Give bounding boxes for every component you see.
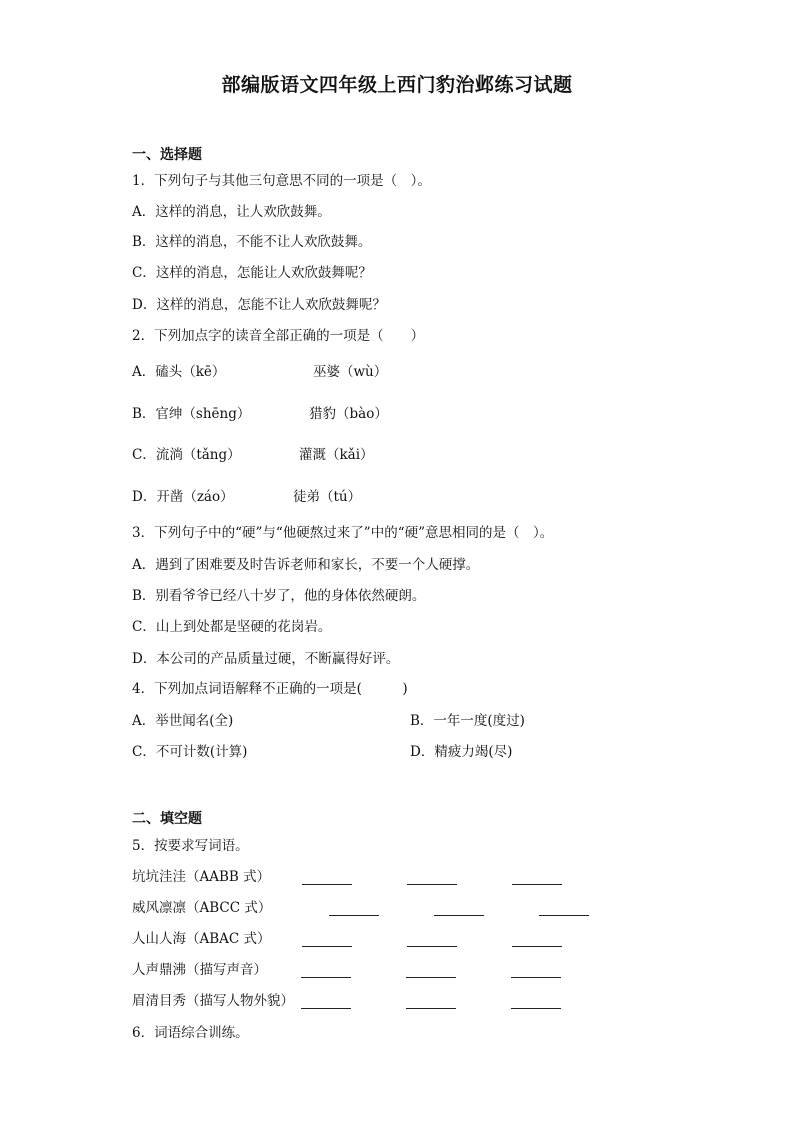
answer-blank[interactable] — [406, 977, 456, 978]
question-3-option-d: D．本公司的产品质量过硬，不断赢得好评。 — [132, 651, 400, 667]
answer-blank[interactable] — [301, 977, 351, 978]
question-2-option-d-right: 徒弟（tú） — [293, 489, 362, 505]
question-1-option-a: A．这样的消息，让人欢欣鼓舞。 — [132, 204, 331, 220]
question-3-option-c: C．山上到处都是坚硬的花岗岩。 — [132, 619, 332, 635]
fill-row-label: 威风凛凛（ABCC 式） — [132, 900, 272, 916]
question-6-stem: 6．词语综合训练。 — [132, 1025, 249, 1041]
question-2-option-a-left: A．磕头（kē） — [132, 364, 226, 380]
question-2-option-d-left: D．开凿（záo） — [132, 489, 234, 505]
question-2-stem: 2．下列加点字的读音全部正确的一项是（ ） — [132, 328, 425, 344]
page-title: 部编版语文四年级上西门豹治邺练习试题 — [221, 74, 573, 96]
question-1-stem: 1．下列句子与其他三句意思不同的一项是（ ）。 — [132, 173, 431, 189]
section-heading-choice: 一、选择题 — [132, 147, 202, 163]
question-2-option-b-left: B．官绅（shēng） — [132, 406, 251, 422]
answer-blank[interactable] — [407, 884, 457, 885]
question-3-stem: 3．下列句子中的“硬”与“他硬熬过来了”中的“硬”意思相同的是（ ）。 — [132, 525, 554, 541]
answer-blank[interactable] — [512, 884, 562, 885]
fill-row-label: 坑坑洼洼（AABB 式） — [132, 869, 271, 885]
question-4-option-c: C．不可计数(计算) — [132, 744, 248, 760]
answer-blank[interactable] — [511, 1008, 561, 1009]
question-4-option-a: A．举世闻名(全) — [132, 713, 234, 729]
section-heading-fill: 二、填空题 — [132, 811, 202, 827]
answer-blank[interactable] — [301, 1008, 351, 1009]
answer-blank[interactable] — [539, 915, 589, 916]
answer-blank[interactable] — [407, 946, 457, 947]
answer-blank[interactable] — [329, 915, 379, 916]
question-4-stem: 4．下列加点词语解释不正确的一项是( ) — [132, 681, 408, 697]
question-2-option-c-right: 灌溉（kǎi） — [299, 447, 374, 463]
fill-row-label: 人声鼎沸（描写声音） — [132, 962, 267, 978]
question-1-option-d: D．这样的消息，怎能不让人欢欣鼓舞呢？ — [132, 297, 386, 313]
answer-blank[interactable] — [406, 1008, 456, 1009]
question-2-option-b-right: 猎豹（bào） — [309, 406, 388, 422]
question-1-option-c: C．这样的消息，怎能让人欢欣鼓舞呢？ — [132, 265, 372, 281]
question-2-option-c-left: C．流淌（tǎng） — [132, 447, 241, 463]
question-3-option-b: B．别看爷爷已经八十岁了，他的身体依然硬朗。 — [132, 588, 426, 604]
answer-blank[interactable] — [511, 977, 561, 978]
fill-row-label: 人山人海（ABAC 式） — [132, 931, 271, 947]
question-2-option-a-right: 巫婆（wù） — [313, 364, 388, 380]
answer-blank[interactable] — [512, 946, 562, 947]
answer-blank[interactable] — [434, 915, 484, 916]
question-5-stem: 5．按要求写词语。 — [132, 838, 249, 854]
question-3-option-a: A．遇到了困难要及时告诉老师和家长，不要一个人硬撑。 — [132, 557, 480, 573]
answer-blank[interactable] — [302, 946, 352, 947]
question-4-option-d: D．精疲力竭(尽) — [410, 744, 513, 760]
answer-blank[interactable] — [302, 884, 352, 885]
question-1-option-b: B．这样的消息，不能不让人欢欣鼓舞。 — [132, 234, 372, 250]
fill-row-label: 眉清目秀（描写人物外貌） — [132, 993, 294, 1009]
question-4-option-b: B．一年一度(度过) — [410, 713, 525, 729]
